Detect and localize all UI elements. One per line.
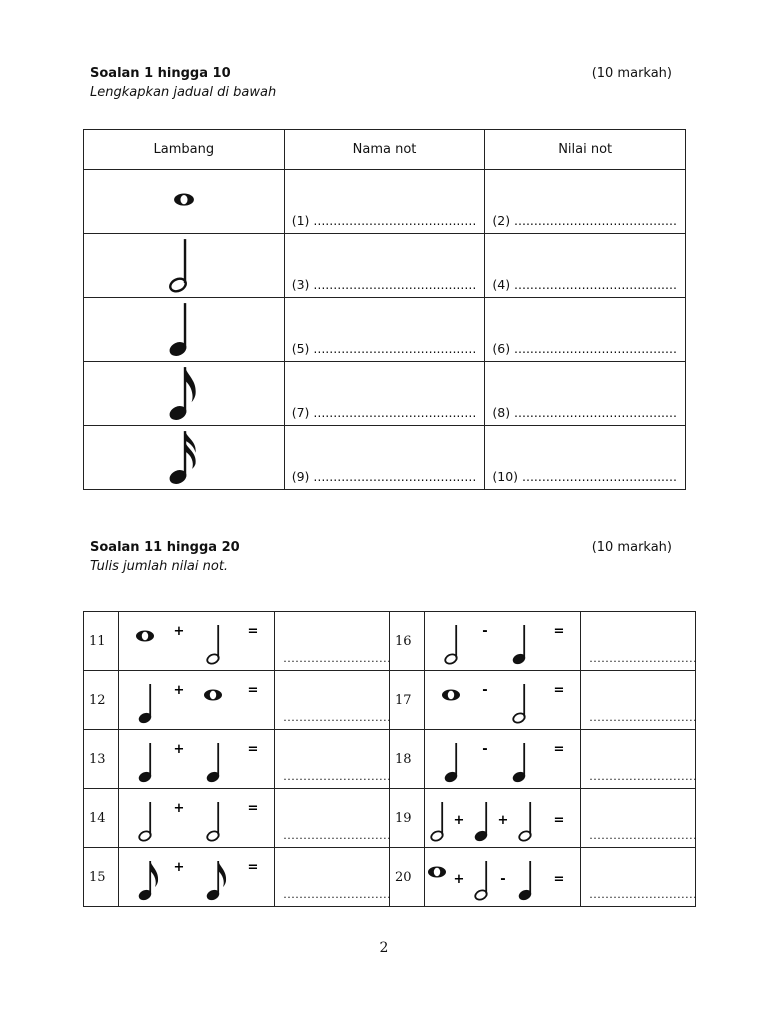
answer-blank[interactable]: (2) ......................................... xyxy=(492,213,677,228)
crotchet-icon xyxy=(474,802,489,842)
operator-equals: = xyxy=(553,872,565,887)
operator-plus: + xyxy=(173,860,185,875)
symbol-cell xyxy=(84,298,285,362)
answer-cell[interactable] xyxy=(581,671,696,730)
semibreve-icon xyxy=(164,182,204,218)
semiquaver-icon xyxy=(164,427,204,485)
note-expression xyxy=(119,730,275,789)
section1-header xyxy=(90,66,680,100)
minim-icon xyxy=(138,802,153,842)
answer-blank[interactable]: ........................... xyxy=(589,770,698,783)
semibreve-icon xyxy=(428,867,446,878)
operator-minus: - xyxy=(482,683,488,698)
nama-not-cell[interactable] xyxy=(284,234,485,298)
nama-not-cell[interactable] xyxy=(284,362,485,426)
minim-icon xyxy=(474,861,489,901)
question-number: 14 xyxy=(84,789,119,848)
answer-cell[interactable] xyxy=(275,730,390,789)
question-number: 16 xyxy=(389,612,424,671)
note-row xyxy=(84,362,686,426)
operator-plus: + xyxy=(173,624,185,639)
minim-icon xyxy=(206,625,221,665)
operator-minus: - xyxy=(500,872,506,887)
crotchet-icon xyxy=(512,625,527,665)
answer-blank[interactable]: (5) ......................................... xyxy=(291,341,477,356)
crotchet-icon xyxy=(138,684,153,724)
answer-blank[interactable]: ........................... xyxy=(283,770,392,783)
semibreve-icon xyxy=(442,690,460,701)
crotchet-icon xyxy=(518,861,533,901)
header-lambang: Lambang xyxy=(84,130,285,170)
answer-blank[interactable]: (6) ......................................... xyxy=(492,341,677,356)
operator-equals: = xyxy=(553,813,565,828)
answer-cell[interactable] xyxy=(275,789,390,848)
sum-row xyxy=(84,612,696,671)
symbol-cell xyxy=(84,362,285,426)
header-nama-not: Nama not xyxy=(284,130,485,170)
section2-header xyxy=(90,540,680,574)
note-expression xyxy=(425,789,581,848)
nilai-not-cell[interactable] xyxy=(485,298,686,362)
note-expression xyxy=(425,730,581,789)
operator-equals: = xyxy=(247,624,259,639)
answer-blank[interactable]: (9) ......................................... xyxy=(291,469,477,484)
symbol-cell xyxy=(84,170,285,234)
nilai-not-cell[interactable] xyxy=(485,362,686,426)
crotchet-icon xyxy=(138,743,153,783)
note-table xyxy=(83,129,686,490)
note-expression xyxy=(425,612,581,671)
sum-row xyxy=(84,730,696,789)
question-number: 18 xyxy=(389,730,424,789)
section1-instruction: Lengkapkan jadual di bawah xyxy=(90,85,277,100)
answer-cell[interactable] xyxy=(275,848,390,907)
note-expression xyxy=(425,671,581,730)
nama-not-cell[interactable] xyxy=(284,170,485,234)
minim-icon xyxy=(518,802,533,842)
nilai-not-cell[interactable] xyxy=(485,234,686,298)
crotchet-icon xyxy=(444,743,459,783)
crotchet-icon xyxy=(512,743,527,783)
operator-equals: = xyxy=(247,683,259,698)
answer-cell[interactable] xyxy=(581,789,696,848)
operator-plus: + xyxy=(173,801,185,816)
quaver-icon xyxy=(206,861,226,901)
answer-blank[interactable]: ........................... xyxy=(283,829,392,842)
nama-not-cell[interactable] xyxy=(284,426,485,490)
nilai-not-cell[interactable] xyxy=(485,426,686,490)
nama-not-cell[interactable] xyxy=(284,298,485,362)
operator-equals: = xyxy=(553,683,565,698)
note-expression xyxy=(119,612,275,671)
question-number: 20 xyxy=(389,848,424,907)
header-nilai-not: Nilai not xyxy=(485,130,686,170)
sum-row xyxy=(84,848,696,907)
note-expression xyxy=(425,848,581,907)
answer-blank[interactable]: ........................... xyxy=(589,652,698,665)
answer-blank[interactable]: ........................... xyxy=(283,652,392,665)
answer-blank[interactable]: ........................... xyxy=(589,829,698,842)
symbol-cell xyxy=(84,426,285,490)
page-number: 2 xyxy=(379,940,389,956)
operator-plus: + xyxy=(453,813,465,828)
note-expression xyxy=(119,789,275,848)
note-expression xyxy=(119,848,275,907)
note-row xyxy=(84,234,686,298)
note-row xyxy=(84,170,686,234)
minim-icon xyxy=(206,802,221,842)
answer-blank[interactable]: ........................... xyxy=(589,888,698,901)
section1-marks: (10 markah) xyxy=(591,66,672,81)
operator-plus: + xyxy=(173,683,185,698)
note-row xyxy=(84,298,686,362)
answer-blank[interactable]: (10) ....................................... xyxy=(492,469,677,484)
answer-blank[interactable]: ........................... xyxy=(283,888,392,901)
answer-blank[interactable]: (7) ......................................... xyxy=(291,405,477,420)
note-expression xyxy=(119,671,275,730)
crotchet-icon xyxy=(206,743,221,783)
operator-equals: = xyxy=(247,801,259,816)
semibreve-icon xyxy=(136,631,154,642)
sum-table xyxy=(83,611,696,907)
operator-minus: - xyxy=(482,624,488,639)
operator-plus: + xyxy=(453,872,465,887)
question-number: 13 xyxy=(84,730,119,789)
minim-icon xyxy=(444,625,459,665)
symbol-cell xyxy=(84,234,285,298)
answer-cell[interactable] xyxy=(581,612,696,671)
answer-cell[interactable] xyxy=(581,730,696,789)
operator-plus: + xyxy=(173,742,185,757)
operator-equals: = xyxy=(247,860,259,875)
minim-icon xyxy=(430,802,445,842)
question-number: 11 xyxy=(84,612,119,671)
note-row xyxy=(84,426,686,490)
quaver-icon xyxy=(164,363,204,421)
quaver-icon xyxy=(138,861,158,901)
answer-blank[interactable]: (1) ......................................... xyxy=(291,213,477,228)
minim-icon xyxy=(512,684,527,724)
question-number: 19 xyxy=(389,789,424,848)
operator-equals: = xyxy=(553,624,565,639)
answer-cell[interactable] xyxy=(275,671,390,730)
operator-minus: - xyxy=(482,742,488,757)
operator-plus: + xyxy=(497,813,509,828)
operator-equals: = xyxy=(247,742,259,757)
answer-blank[interactable]: (8) ......................................... xyxy=(492,405,677,420)
section1-title: Soalan 1 hingga 10 xyxy=(90,66,231,81)
answer-blank[interactable]: ........................... xyxy=(589,711,698,724)
operator-equals: = xyxy=(553,742,565,757)
answer-blank[interactable]: (3) ......................................... xyxy=(291,277,477,292)
question-number: 17 xyxy=(389,671,424,730)
answer-blank[interactable]: (4) ......................................... xyxy=(492,277,677,292)
minim-icon xyxy=(164,235,204,293)
question-number: 12 xyxy=(84,671,119,730)
answer-blank[interactable]: ........................... xyxy=(283,711,392,724)
section2-marks: (10 markah) xyxy=(591,540,672,555)
sum-row xyxy=(84,671,696,730)
note-table-header xyxy=(84,130,686,170)
question-number: 15 xyxy=(84,848,119,907)
sum-row xyxy=(84,789,696,848)
semibreve-icon xyxy=(204,690,222,701)
nilai-not-cell[interactable] xyxy=(485,170,686,234)
answer-cell[interactable] xyxy=(581,848,696,907)
section2-instruction: Tulis jumlah nilai not. xyxy=(90,559,229,574)
crotchet-icon xyxy=(164,299,204,357)
section2-title: Soalan 11 hingga 20 xyxy=(90,540,240,555)
answer-cell[interactable] xyxy=(275,612,390,671)
